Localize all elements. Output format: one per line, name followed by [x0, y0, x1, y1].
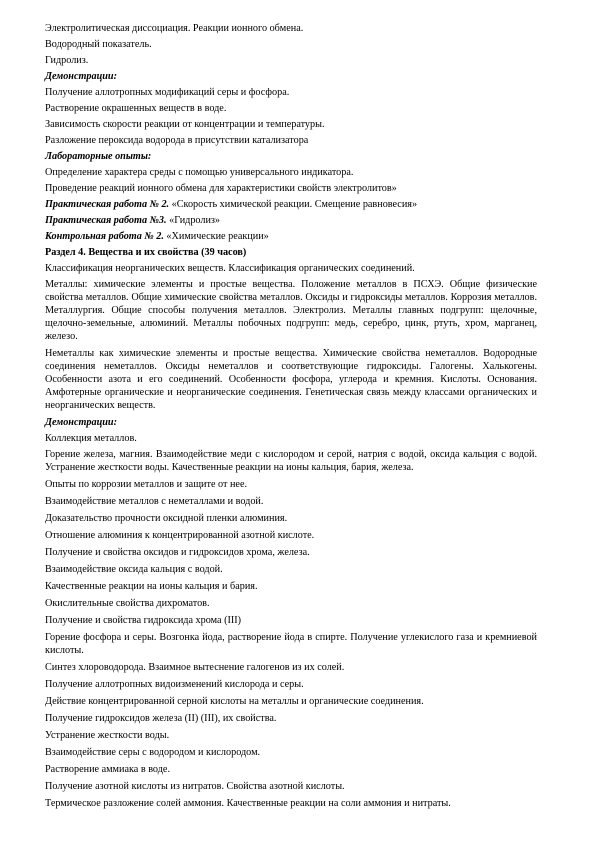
text-line: Гидролиз.	[45, 55, 89, 66]
demo-item: Взаимодействие оксида кальция с водой.	[45, 564, 223, 575]
section-paragraph: Металлы: химические элементы и простые вещества. Положение металлов в ПСХЭ. Общие физические свойства металлов. Общие химические свойства металлов. Оксиды и гидроксиды металлов. Коррозия металлов. Металлургия. Общие способы получения металлов. Электролиз. Металлы главных подгрупп: щелочные, щелочно-земельные, алюминий. Металлы побочных подгрупп: медь, серебро, цинк, ртуть, хром, марганец, железо.	[45, 279, 537, 342]
practical-work-2	[45, 198, 537, 211]
demo-item: Отношение алюминия к концентрированной азотной кислоте.	[45, 530, 315, 541]
work-title: «Гидролиз»	[166, 215, 221, 226]
demo-item: Взаимодействие металлов с неметаллами и водой.	[45, 496, 264, 507]
text-line: Водородный показатель.	[45, 39, 152, 50]
demo-item: Окислительные свойства дихроматов.	[45, 598, 210, 609]
work-prefix: Практическая работа № 2.	[45, 199, 170, 210]
demo-item: Взаимодействие серы с водородом и кислородом.	[45, 747, 261, 758]
demo-item: Опыты по коррозии металлов и защите от нее.	[45, 479, 248, 490]
control-work-2	[45, 230, 537, 243]
text-line: Электролитическая диссоциация. Реакции ионного обмена.	[45, 23, 304, 34]
lab-item: Проведение реакций ионного обмена для характеристики свойств электролитов»	[45, 183, 397, 194]
demo-item: Получение аллотропных модификаций серы и фосфора.	[45, 87, 290, 98]
demo-item: Горение железа, магния. Взаимодействие меди с кислородом и серой, натрия с водой, оксида кальция с водой. Устранение жесткости воды. Качественные реакции на ионы кальция, бария, железа.	[45, 449, 537, 473]
work-prefix: Контрольная работа № 2.	[45, 231, 164, 242]
lab-heading: Лабораторные опыты:	[45, 151, 152, 162]
demo-item: Получение азотной кислоты из нитратов. Свойства азотной кислоты.	[45, 781, 345, 792]
demo-item: Зависимость скорости реакции от концентрации и температуры.	[45, 119, 325, 130]
demo-item: Доказательство прочности оксидной пленки алюминия.	[45, 513, 288, 524]
work-prefix: Практическая работа №3.	[45, 215, 167, 226]
demo-item: Горение фосфора и серы. Возгонка йода, растворение йода в спирте. Получение углекислого газа и кремниевой кислоты.	[45, 632, 537, 656]
demo-item: Действие концентрированной серной кислоты на металлы и органические соединения.	[45, 696, 424, 707]
demo-item: Устранение жесткости воды.	[45, 730, 170, 741]
demo-item: Получение аллотропных видоизменений кислорода и серы.	[45, 679, 304, 690]
lab-item: Определение характера среды с помощью универсального индикатора.	[45, 167, 354, 178]
demo-item: Получение гидроксидов железа (II) (III), их свойства.	[45, 713, 277, 724]
demo-item: Коллекция металлов.	[45, 433, 137, 444]
demo-item: Растворение аммиака в воде.	[45, 764, 170, 775]
demo-item: Синтез хлороводорода. Взаимное вытеснение галогенов из их солей.	[45, 662, 345, 673]
demo-item: Получение и свойства оксидов и гидроксидов хрома, железа.	[45, 547, 310, 558]
work-title: «Скорость химической реакции. Смещение равновесия»	[169, 199, 418, 210]
demonstrations-heading: Демонстрации:	[45, 417, 117, 428]
demo-item: Растворение окрашенных веществ в воде.	[45, 103, 227, 114]
demo-item: Разложение пероксида водорода в присутствии катализатора	[45, 135, 309, 146]
practical-work-3	[45, 214, 537, 227]
demonstrations-heading: Демонстрации:	[45, 71, 117, 82]
demo-item: Получение и свойства гидроксида хрома (III)	[45, 615, 242, 626]
section-paragraph: Классификация неорганических веществ. Классификация органических соединений.	[45, 263, 415, 274]
demo-item: Термическое разложение солей аммония. Качественные реакции на соли аммония и нитраты.	[45, 798, 451, 809]
work-title: «Химические реакции»	[163, 231, 269, 242]
demo-item: Качественные реакции на ионы кальция и бария.	[45, 581, 258, 592]
section-paragraph: Неметаллы как химические элементы и простые вещества. Химические свойства неметаллов. Водородные соединения неметаллов. Оксиды неметаллов и соответствующие гидроксиды. Галогены. Халькогены. Особенности азота и его соединений. Особенности фосфора, углерода и кремния. Кислоты. Основания. Амфотерные органические и неорганические соединения. Генетическая связь между классами органических и неорганических веществ.	[45, 348, 537, 411]
section-title: Раздел 4. Вещества и их свойства (39 часов)	[45, 247, 247, 258]
